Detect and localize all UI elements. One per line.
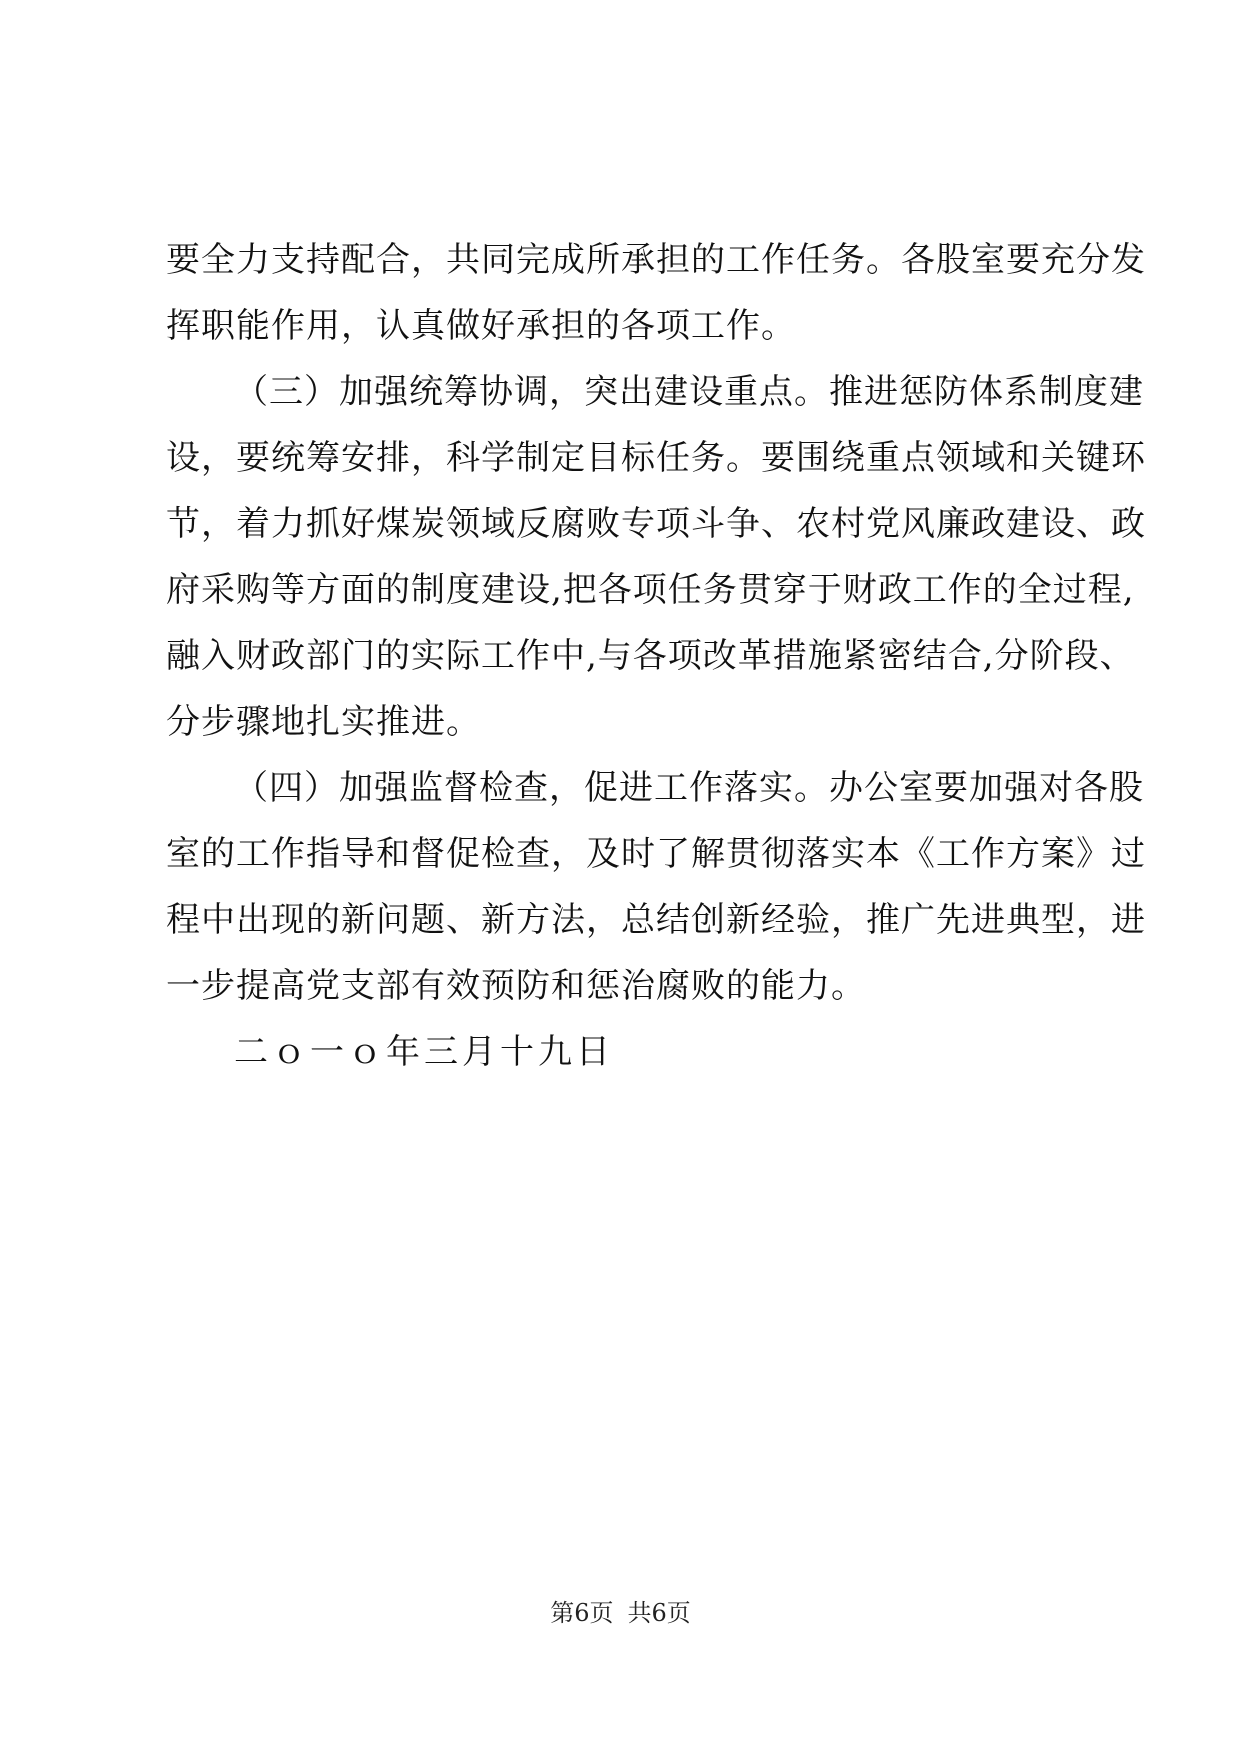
page-total: 共6页: [627, 1599, 691, 1627]
document-body: [166, 227, 1146, 1085]
text-line: 程中出现的新问题、新方法，总结创新经验，推广先进典型，进: [166, 900, 1146, 940]
page-footer: [0, 1598, 1241, 1628]
text-line: 节，着力抓好煤炭领域反腐败专项斗争、农村党风廉政建设、政: [166, 504, 1146, 544]
section-four-heading-line: （四）加强监督检查，促进工作落实。办公室要加强对各股: [234, 768, 1144, 808]
text-line: 设，要统筹安排，科学制定目标任务。要围绕重点领域和关键环: [166, 438, 1146, 478]
text-line: 室的工作指导和督促检查，及时了解贯彻落实本《工作方案》过: [166, 834, 1146, 874]
text-line: 挥职能作用，认真做好承担的各项工作。: [166, 306, 796, 346]
section-three-heading-line: （三）加强统筹协调，突出建设重点。推进惩防体系制度建: [234, 372, 1144, 412]
document-date: 二ｏ一ｏ年三月十九日: [234, 1032, 614, 1072]
text-line: 分步骤地扎实推进。: [166, 702, 481, 742]
text-line: 融入财政部门的实际工作中,与各项改革措施紧密结合,分阶段、: [166, 636, 1135, 676]
page-number: 第6页: [550, 1599, 614, 1627]
text-line: 一步提高党支部有效预防和惩治腐败的能力。: [166, 966, 866, 1006]
text-line: 府采购等方面的制度建设,把各项任务贯穿于财政工作的全过程,: [166, 570, 1135, 610]
text-line: 要全力支持配合，共同完成所承担的工作任务。各股室要充分发: [166, 240, 1146, 280]
